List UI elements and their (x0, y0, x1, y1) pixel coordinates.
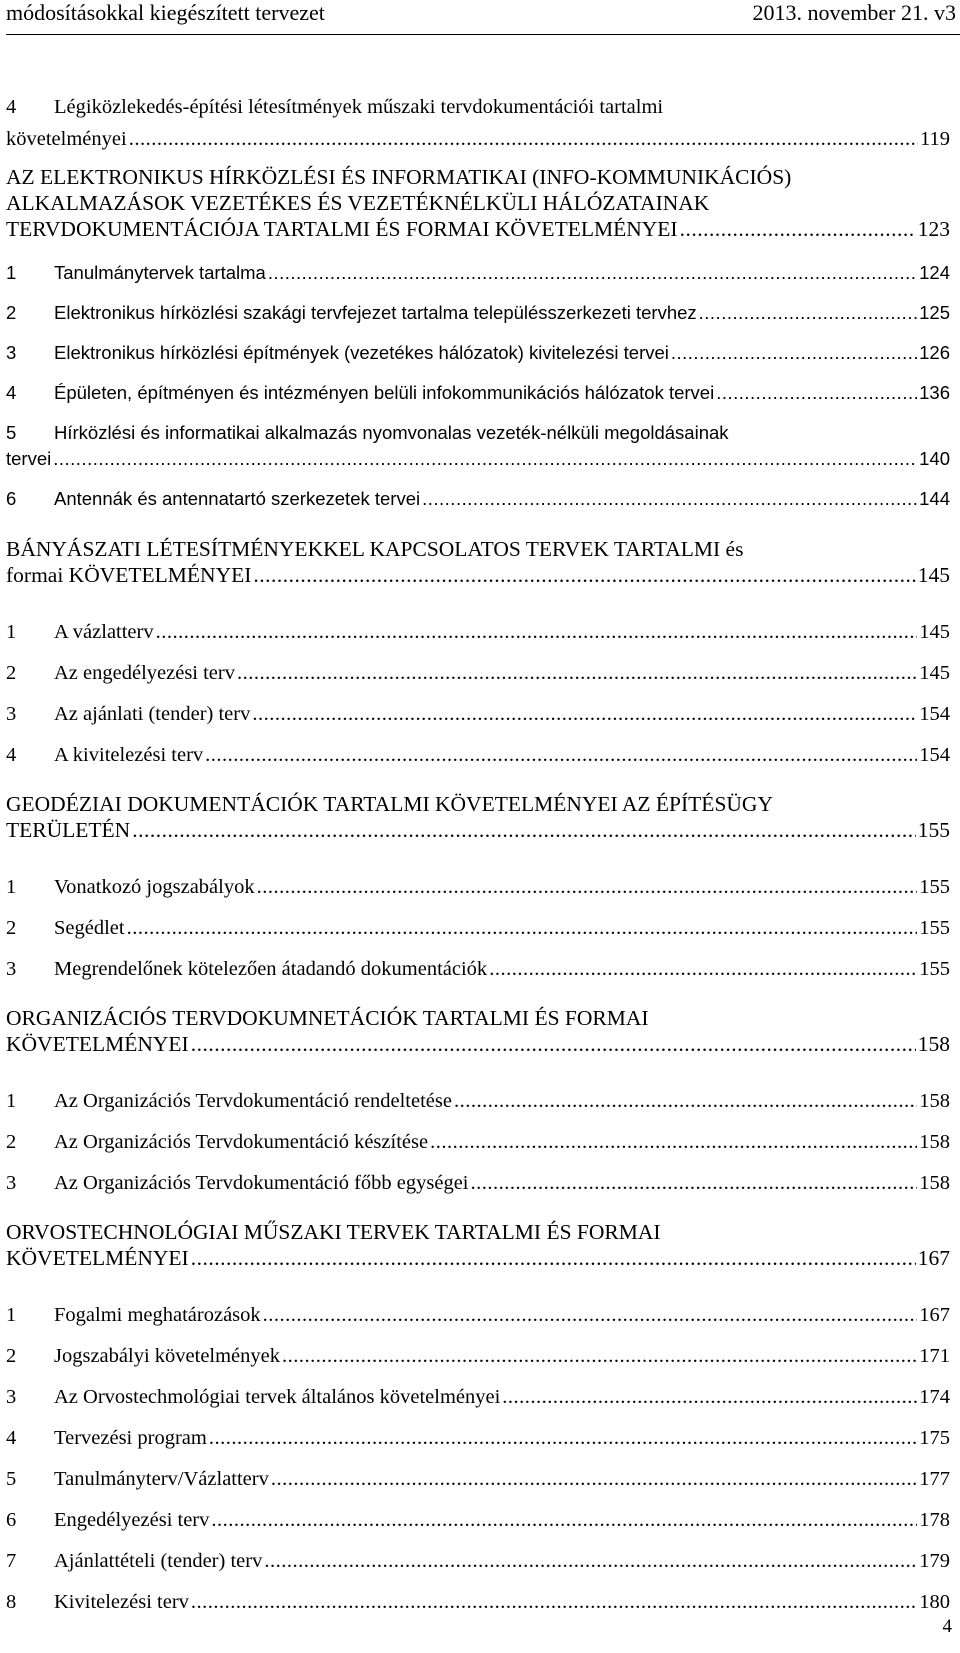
toc-entry[interactable] (6, 1300, 950, 1330)
leader-dots (454, 1086, 917, 1116)
toc-heading-title-cont: formai KÖVETELMÉNYEI (6, 563, 252, 587)
toc-entry[interactable] (6, 872, 950, 902)
toc-entry-page: 155 (919, 876, 950, 898)
toc-entry-title: A kivitelezési terv (54, 744, 204, 766)
toc-entry-page: 145 (917, 563, 950, 587)
toc-entry[interactable] (6, 92, 950, 154)
leader-dots (237, 658, 917, 688)
toc-entry-number: 4 (6, 1427, 17, 1449)
leader-dots (53, 444, 917, 474)
toc-entry-number: 3 (6, 1386, 17, 1408)
toc-entry-page: 158 (917, 1032, 950, 1056)
toc-entry-page: 177 (919, 1468, 950, 1490)
toc-entry-page: 155 (919, 917, 950, 939)
toc-entry-page: 167 (919, 1304, 950, 1326)
toc-section-heading[interactable] (6, 1217, 950, 1273)
leader-dots (422, 484, 917, 514)
toc-entry-page: 140 (919, 448, 950, 469)
toc-heading-title: BÁNYÁSZATI LÉTESÍTMÉNYEKKEL KAPCSOLATOS TERVEK TARTALMI és (6, 537, 744, 561)
toc-entry[interactable] (6, 913, 950, 943)
toc-entry-title: Jogszabályi követelmények (54, 1345, 281, 1367)
toc-entry-page: 145 (919, 662, 950, 684)
toc-entry[interactable] (6, 1127, 950, 1157)
leader-dots (282, 1341, 917, 1371)
leader-dots (191, 1587, 917, 1617)
toc-entry-number: 8 (6, 1591, 17, 1613)
leader-dots (127, 913, 918, 943)
toc-entry-title: Légiközlekedés-építési létesítmények műszaki tervdokumentációi tartalmi (54, 96, 664, 118)
leader-dots (156, 617, 918, 647)
toc-entry-number: 1 (6, 621, 17, 643)
leader-dots (191, 1029, 916, 1059)
leader-dots (129, 124, 918, 154)
toc-heading-title-cont: KÖVETELMÉNYEI (6, 1246, 189, 1270)
toc-entry-title: Tervezési program (54, 1427, 207, 1449)
toc-heading-title: ORGANIZÁCIÓS TERVDOKUMNETÁCIÓK TARTALMI ÉS FORMAI (6, 1006, 649, 1030)
toc-entry[interactable] (6, 1464, 950, 1494)
toc-entry-title: Hírközlési és informatikai alkalmazás nyomvonalas vezeték-nélküli megoldásainak (54, 422, 729, 443)
toc-entry-page: 171 (919, 1345, 950, 1367)
toc-heading-title-cont: TERVDOKUMENTÁCIÓJA TARTALMI ÉS FORMAI KÖVETELMÉNYEI (6, 217, 678, 241)
document-date-version: 2013. november 21. v3 (752, 0, 956, 25)
toc-entry-title: Segédlet (54, 917, 125, 939)
toc-entry-number: 6 (6, 488, 17, 509)
toc-entry-title: Vonatkozó jogszabályok (54, 876, 255, 898)
leader-dots (264, 1546, 917, 1576)
toc-heading-title-cont: KÖVETELMÉNYEI (6, 1032, 189, 1056)
toc-entry-title: Megrendelőnek kötelezően átadandó dokumentációk (54, 958, 488, 980)
toc-entry-number: 2 (6, 302, 17, 323)
toc-heading-title: ORVOSTECHNOLÓGIAI MŰSZAKI TERVEK TARTALMI ÉS FORMAI (6, 1220, 661, 1244)
leader-dots (209, 1423, 917, 1453)
toc-entry-page: 154 (919, 744, 950, 766)
toc-entry-title: Az Organizációs Tervdokumentáció rendeltetése (54, 1090, 452, 1112)
toc-entry[interactable] (6, 658, 950, 688)
toc-entry-page: 136 (919, 382, 950, 403)
toc-entry[interactable] (6, 484, 950, 514)
leader-dots (252, 699, 917, 729)
toc-entry-number: 3 (6, 703, 17, 725)
toc-entry-title: Tanulmányterv/Vázlatterv (54, 1468, 269, 1490)
toc-entry[interactable] (6, 418, 950, 474)
toc-entry-title: A vázlatterv (54, 621, 154, 643)
toc-entry-title: Antennák és antennatartó szerkezetek tervei (54, 488, 421, 509)
toc-entry-title: Az Organizációs Tervdokumentáció főbb egységei (54, 1172, 469, 1194)
page-number: 4 (942, 1616, 952, 1637)
toc-entry-title: Fogalmi meghatározások (54, 1304, 261, 1326)
leader-dots (680, 214, 916, 244)
toc-entry-number: 3 (6, 958, 17, 980)
document-status: módosításokkal kiegészített tervezet (6, 0, 325, 25)
leader-dots (699, 298, 917, 328)
toc-entry[interactable] (6, 378, 950, 408)
toc-entry-number: 1 (6, 1304, 17, 1326)
leader-dots (268, 258, 917, 288)
toc-entry-number: 5 (6, 422, 17, 443)
toc-entry-number: 1 (6, 876, 17, 898)
leader-dots (716, 378, 917, 408)
toc-entry-title: Ajánlattételi (tender) terv (54, 1550, 263, 1572)
toc-section-heading[interactable] (6, 789, 950, 845)
toc-entry-number: 6 (6, 1509, 17, 1531)
toc-entry-page: 167 (917, 1246, 950, 1270)
toc-entry[interactable] (6, 258, 950, 288)
toc-entry-page: 180 (919, 1591, 950, 1613)
toc-entry-page: 144 (919, 488, 950, 509)
toc-entry-page: 158 (919, 1090, 950, 1112)
toc-entry-page: 179 (919, 1550, 950, 1572)
toc-entry[interactable] (6, 1587, 950, 1617)
leader-dots (671, 338, 917, 368)
toc-entry[interactable] (6, 1382, 950, 1412)
toc-entry-page: 158 (919, 1172, 950, 1194)
toc-entry-page: 145 (919, 621, 950, 643)
toc-entry-number: 2 (6, 1345, 17, 1367)
toc-entry-title: Az Orvostechmológiai tervek általános követelményei (54, 1386, 501, 1408)
toc-entry[interactable] (6, 1505, 950, 1535)
toc-entry-page: 126 (919, 342, 950, 363)
toc-entry-number: 2 (6, 662, 17, 684)
leader-dots (257, 872, 918, 902)
toc-entry-number: 3 (6, 342, 17, 363)
leader-dots (132, 815, 916, 845)
toc-entry-title-cont: tervei (6, 448, 52, 469)
toc-entry-title-cont: követelményei (6, 128, 127, 150)
toc-section-heading[interactable] (6, 534, 950, 590)
toc-entry-number: 1 (6, 1090, 17, 1112)
toc-heading-title-cont: TERÜLETÉN (6, 818, 131, 842)
leader-dots (263, 1300, 918, 1330)
toc-entry-title: Kivitelezési terv (54, 1591, 189, 1613)
toc-heading-title-cont: ALKALMAZÁSOK VEZETÉKES ÉS VEZETÉKNÉLKÜLI HÁLÓZATAINAK (6, 191, 710, 215)
toc-entry[interactable] (6, 338, 950, 368)
toc-entry-number: 1 (6, 262, 17, 283)
leader-dots (253, 560, 915, 590)
toc-entry-number: 5 (6, 1468, 17, 1490)
toc-entry-number: 4 (6, 382, 17, 403)
leader-dots (205, 740, 917, 770)
toc-entry-title: Elektronikus hírközlési építmények (vezetékes hálózatok) kivitelezési tervei (54, 342, 669, 363)
toc-entry[interactable] (6, 1168, 950, 1198)
toc-entry[interactable] (6, 617, 950, 647)
toc-entry-page: 175 (919, 1427, 950, 1449)
toc-entry-number: 3 (6, 1172, 17, 1194)
toc-entry-title: Elektronikus hírközlési szakági tervfejezet tartalma településszerkezeti tervhez (54, 302, 697, 323)
leader-dots (271, 1464, 917, 1494)
leader-dots (471, 1168, 918, 1198)
toc-entry[interactable] (6, 1086, 950, 1116)
toc-entry-page: 123 (917, 217, 950, 241)
leader-dots (430, 1127, 917, 1157)
toc-entry-number: 7 (6, 1550, 17, 1572)
leader-dots (502, 1382, 917, 1412)
toc-entry-title: Épületen, építményen és intézményen belüli infokommunikációs hálózatok tervei (54, 382, 715, 403)
toc-entry-title: Az Organizációs Tervdokumentáció készítése (54, 1131, 429, 1153)
toc-entry-number: 2 (6, 917, 17, 939)
toc-entry-page: 119 (920, 128, 950, 150)
toc-heading-title: AZ ELEKTRONIKUS HÍRKÖZLÉSI ÉS INFORMATIKAI (INFO-KOMMUNIKÁCIÓS) (6, 165, 792, 189)
toc-entry[interactable] (6, 740, 950, 770)
leader-dots (191, 1243, 916, 1273)
toc-entry-title: Az engedélyezési terv (54, 662, 235, 684)
toc-entry[interactable] (6, 954, 950, 984)
toc-entry[interactable] (6, 1423, 950, 1453)
toc-entry-number: 2 (6, 1131, 17, 1153)
leader-dots (489, 954, 917, 984)
toc-entry[interactable] (6, 298, 950, 328)
toc-entry[interactable] (6, 699, 950, 729)
toc-entry-page: 178 (919, 1509, 950, 1531)
toc-entry-page: 174 (919, 1386, 950, 1408)
toc-entry[interactable] (6, 1341, 950, 1371)
toc-entry-page: 154 (919, 703, 950, 725)
toc-entry-number: 4 (6, 96, 17, 118)
toc-entry-title: Az ajánlati (tender) terv (54, 703, 251, 725)
toc-section-heading[interactable] (6, 1003, 950, 1059)
toc-entry[interactable] (6, 1546, 950, 1576)
toc-entry-page: 158 (919, 1131, 950, 1153)
toc-entry-page: 125 (919, 302, 950, 323)
toc-entry-title: Tanulmánytervek tartalma (54, 262, 266, 283)
leader-dots (211, 1505, 917, 1535)
toc-entry-page: 155 (919, 958, 950, 980)
toc-entry-page: 155 (917, 818, 950, 842)
toc-entry-title: Engedélyezési terv (54, 1509, 210, 1531)
toc-section-heading[interactable] (6, 162, 950, 244)
toc-entry-number: 4 (6, 744, 17, 766)
toc-heading-title: GEODÉZIAI DOKUMENTÁCIÓK TARTALMI KÖVETELMÉNYEI AZ ÉPÍTÉSÜGY (6, 792, 773, 816)
toc-entry-page: 124 (919, 262, 950, 283)
